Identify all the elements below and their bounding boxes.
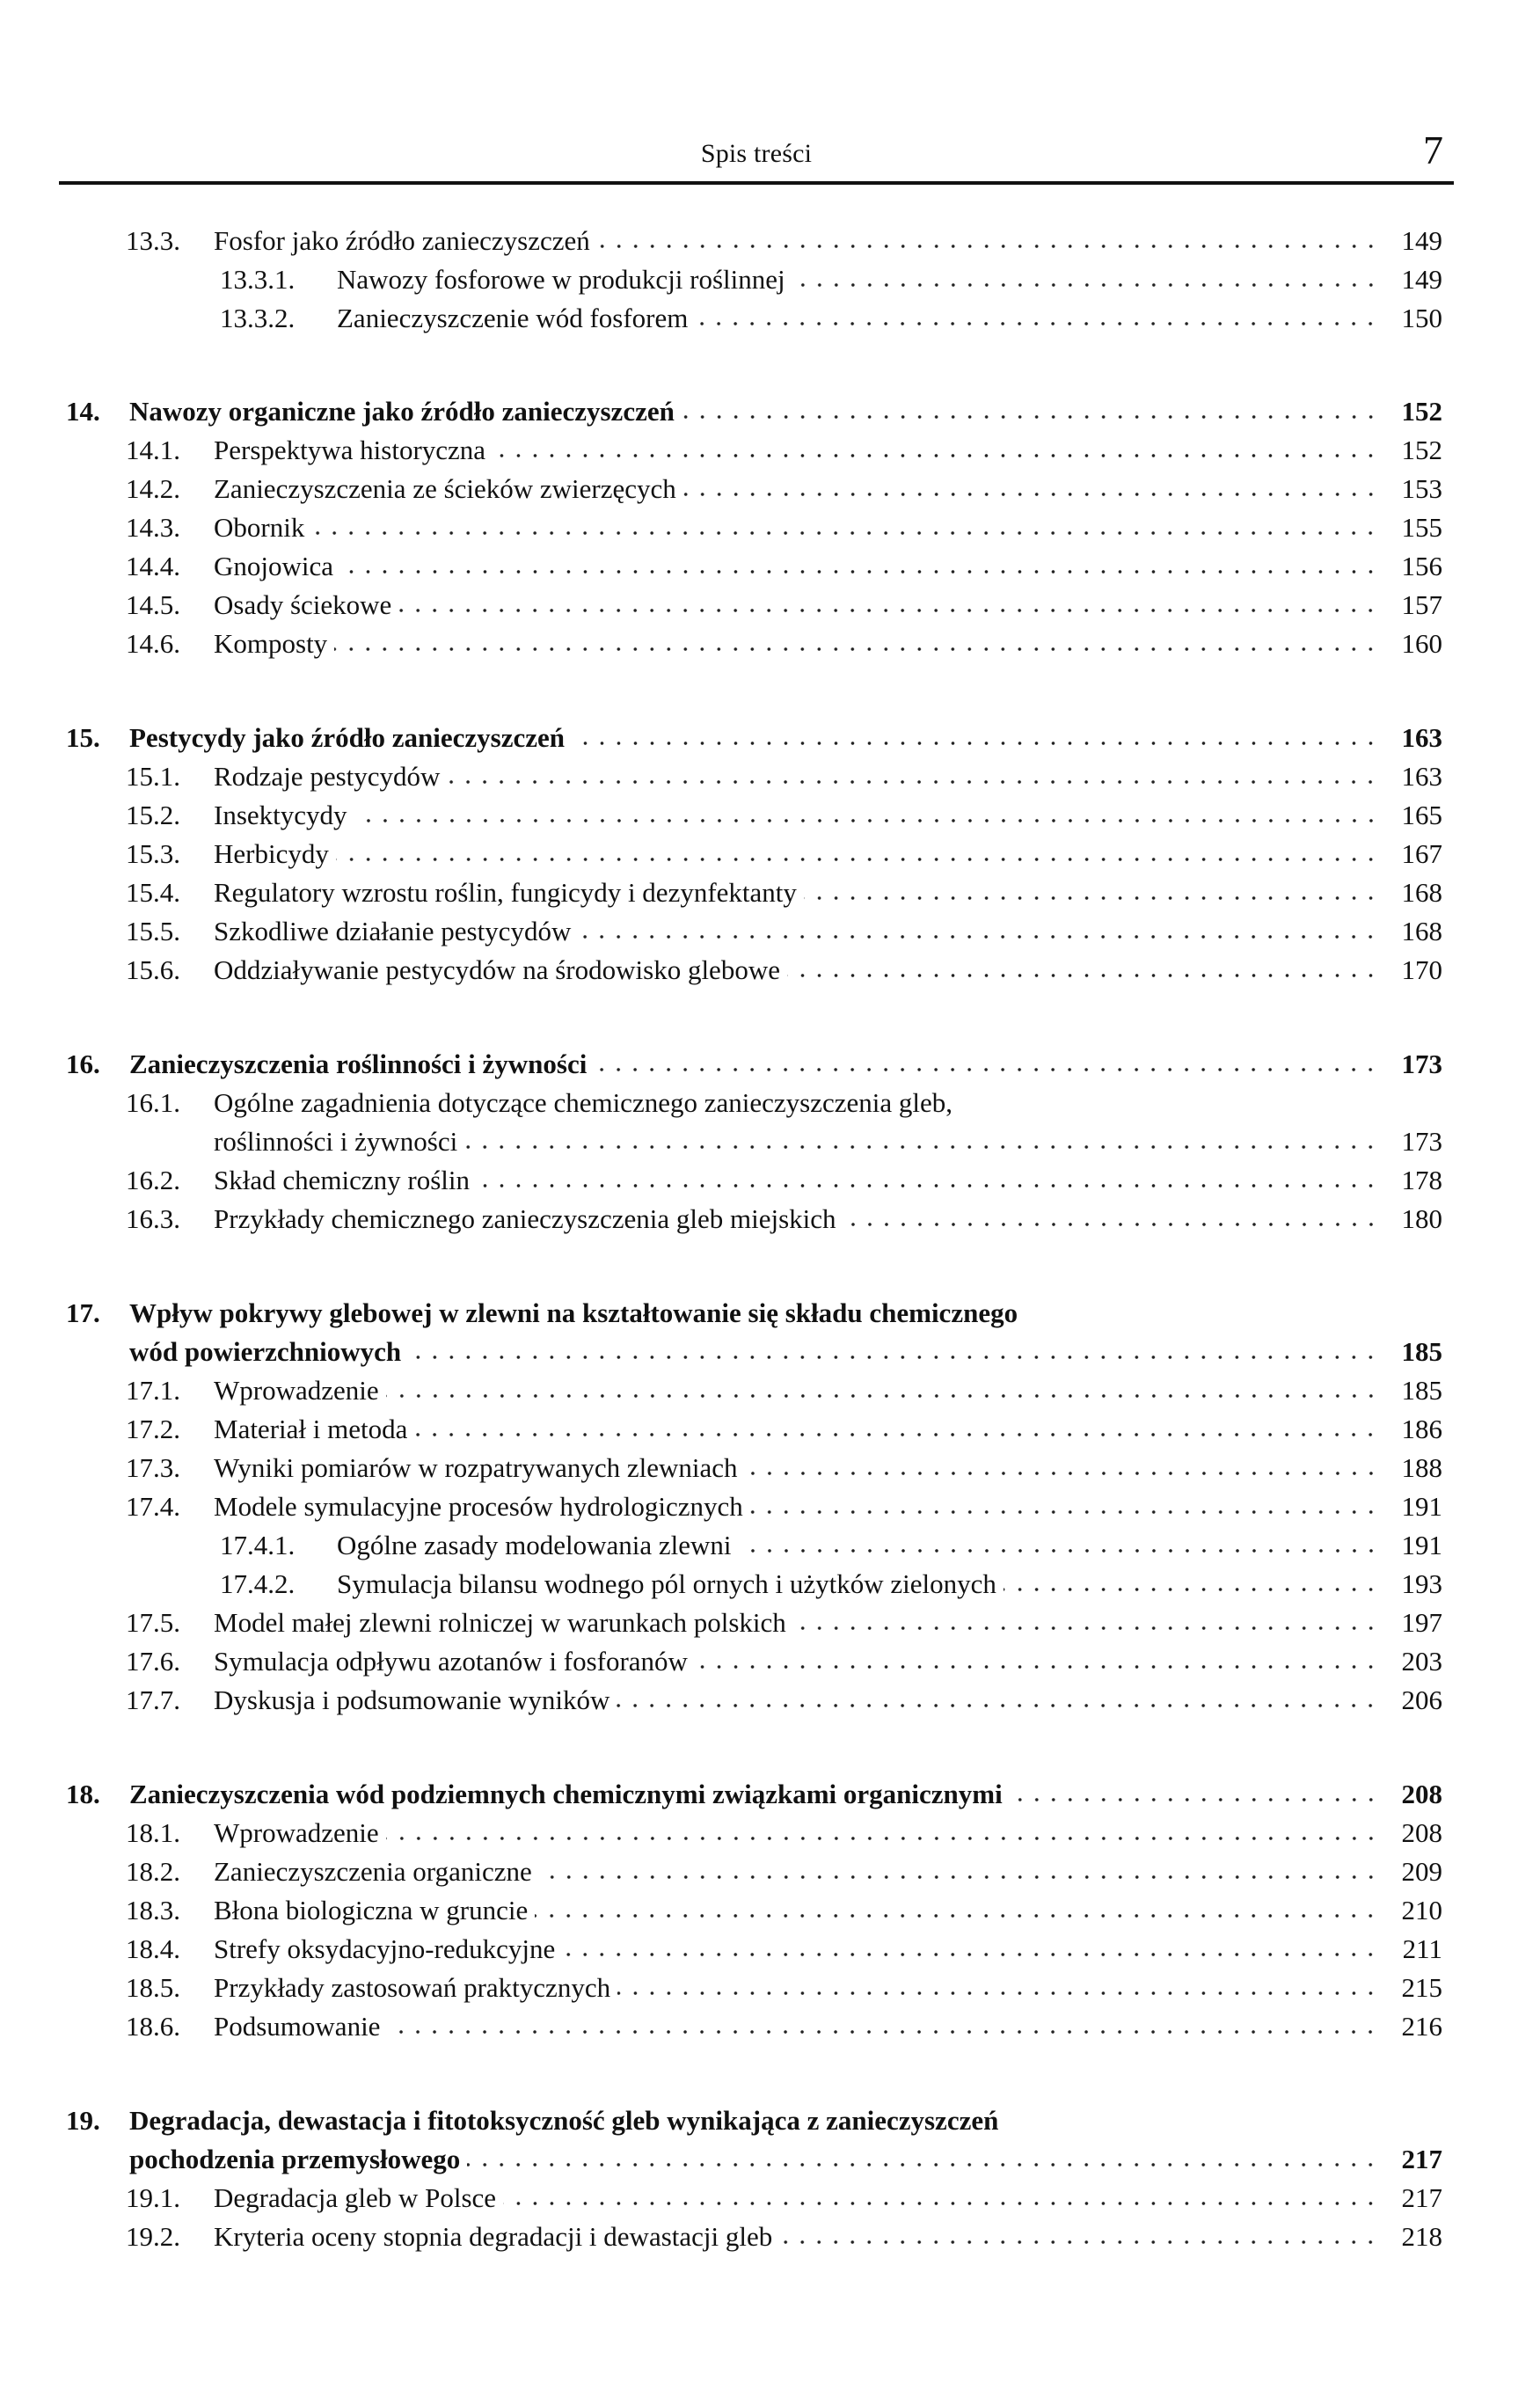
dot-leader xyxy=(464,1143,1379,1151)
toc-entry xyxy=(126,1084,1442,1122)
dot-leader xyxy=(493,451,1379,460)
entry-page-number: 203 xyxy=(1401,1646,1442,1677)
entry-title: Zanieczyszczenia roślinności i żywności xyxy=(129,1049,588,1079)
entry-title: Wpływ pokrywy glebowej w zlewni na kształtowanie się składu chemicznego xyxy=(129,1297,1018,1328)
entry-title: Regulatory wzrostu roślin, fungicydy i dezynfektanty xyxy=(214,877,797,908)
entry-title: Modele symulacyjne procesów hydrologicznych xyxy=(214,1491,743,1522)
entry-page-number: 170 xyxy=(1401,954,1442,985)
entry-page-number: 197 xyxy=(1401,1607,1442,1638)
entry-page-number: 157 xyxy=(1401,589,1442,620)
entry-number: 19.2. xyxy=(126,2221,180,2252)
entry-number: 14.2. xyxy=(126,473,180,504)
entry-number: 18.3. xyxy=(126,1895,180,1925)
dot-leader xyxy=(1004,1585,1379,1594)
entry-title: Nawozy fosforowe w produkcji roślinnej xyxy=(337,264,785,295)
toc-entry xyxy=(126,586,1442,625)
entry-title: Zanieczyszczenie wód fosforem xyxy=(337,303,689,333)
dot-leader xyxy=(354,816,1379,825)
toc-entry xyxy=(126,1969,1442,2007)
entry-page-number: 211 xyxy=(1402,1933,1442,1964)
entry-title: Zanieczyszczenia ze ścieków zwierzęcych xyxy=(214,473,676,504)
toc-entry xyxy=(126,222,1442,260)
entry-title: Dyskusja i podsumowanie wyników xyxy=(214,1684,610,1715)
entry-number: 17.7. xyxy=(126,1684,180,1715)
entry-title: Fosfor jako źródło zanieczyszczeń xyxy=(214,225,590,256)
entry-number: 16.3. xyxy=(126,1203,180,1234)
entry-page-number: 210 xyxy=(1401,1895,1442,1925)
entry-number: 16.2. xyxy=(126,1165,180,1195)
toc-entry xyxy=(126,625,1442,663)
entry-page-number: 206 xyxy=(1401,1684,1442,1715)
entry-number: 17. xyxy=(66,1297,100,1328)
dot-leader xyxy=(467,2160,1379,2169)
entry-number: 17.1. xyxy=(126,1375,180,1406)
entry-page-number: 193 xyxy=(1401,1568,1442,1599)
toc-entry xyxy=(126,796,1442,835)
entry-title: Kryteria oceny stopnia degradacji i dewastacji gleb xyxy=(214,2221,773,2252)
toc-entry xyxy=(126,431,1442,470)
entry-title: Wprowadzenie xyxy=(214,1375,379,1406)
entry-title: Wyniki pomiarów w rozpatrywanych zlewniach xyxy=(214,1452,738,1483)
entry-page-number: 163 xyxy=(1401,761,1442,792)
dot-leader xyxy=(695,319,1379,328)
entry-number: 14.3. xyxy=(126,512,180,543)
entry-number: 15. xyxy=(66,722,100,753)
entry-number: 14.1. xyxy=(126,435,180,465)
running-title: Spis treści xyxy=(700,139,813,168)
entry-number: 14.4. xyxy=(126,551,180,581)
entry-number: 17.2. xyxy=(126,1414,180,1444)
entry-title: Osady ściekowe xyxy=(214,589,392,620)
dot-leader xyxy=(447,778,1379,786)
dot-leader xyxy=(503,2199,1379,2208)
dot-leader xyxy=(695,1662,1379,1671)
dot-leader xyxy=(804,894,1379,902)
entry-number: 18.2. xyxy=(126,1856,180,1887)
entry-page-number: 191 xyxy=(1401,1530,1442,1560)
dot-leader xyxy=(682,413,1379,421)
toc-chapter-entry xyxy=(66,2101,1442,2140)
entry-page-number: 216 xyxy=(1401,2011,1442,2042)
entry-title: Pestycydy jako źródło zanieczyszczeń xyxy=(129,722,566,753)
toc-chapter-entry xyxy=(66,719,1442,757)
toc-entry xyxy=(220,1526,1442,1565)
toc-entry xyxy=(126,508,1442,547)
entry-title: pochodzenia przemysłowego xyxy=(129,2144,461,2174)
dot-leader xyxy=(539,1873,1379,1882)
entry-page-number: 152 xyxy=(1401,396,1442,427)
entry-title: Podsumowanie xyxy=(214,2011,381,2042)
toc-chapter-entry xyxy=(66,2140,1442,2179)
entry-title: Materiał i metoda xyxy=(214,1414,408,1444)
toc-entry xyxy=(126,1681,1442,1720)
entry-title: Obornik xyxy=(214,512,305,543)
entry-page-number: 168 xyxy=(1401,916,1442,946)
toc-entry xyxy=(126,1122,1442,1161)
dot-leader xyxy=(594,1065,1379,1074)
entry-page-number: 188 xyxy=(1401,1452,1442,1483)
entry-number: 19.1. xyxy=(126,2182,180,2213)
dot-leader xyxy=(617,1989,1379,1998)
dot-leader xyxy=(1010,1795,1379,1804)
dot-leader xyxy=(793,1624,1379,1633)
entry-page-number: 180 xyxy=(1401,1203,1442,1234)
entry-page-number: 167 xyxy=(1401,838,1442,869)
entry-page-number: 208 xyxy=(1401,1779,1442,1809)
entry-number: 18.6. xyxy=(126,2011,180,2042)
entry-number: 15.5. xyxy=(126,916,180,946)
entry-page-number: 153 xyxy=(1401,473,1442,504)
entry-page-number: 208 xyxy=(1401,1817,1442,1848)
entry-page-number: 186 xyxy=(1401,1414,1442,1444)
entry-page-number: 217 xyxy=(1401,2182,1442,2213)
entry-page-number: 191 xyxy=(1401,1491,1442,1522)
toc-chapter-entry xyxy=(66,1333,1442,1371)
entry-title: Oddziaływanie pestycydów na środowisko glebowe xyxy=(214,954,780,985)
entry-title: Nawozy organiczne jako źródło zanieczyszczeń xyxy=(129,396,675,427)
entry-title: Degradacja, dewastacja i fitotoksyczność gleb wynikająca z zanieczyszczeń xyxy=(129,2105,999,2136)
entry-page-number: 168 xyxy=(1401,877,1442,908)
toc-entry xyxy=(126,2007,1442,2046)
entry-title: Perspektywa historyczna xyxy=(214,435,486,465)
toc-entry xyxy=(126,1449,1442,1487)
toc-entry xyxy=(126,1604,1442,1642)
toc-entry xyxy=(126,470,1442,508)
toc-entry xyxy=(126,1371,1442,1410)
dot-leader xyxy=(597,242,1379,251)
entry-title: Wprowadzenie xyxy=(214,1817,379,1848)
entry-page-number: 209 xyxy=(1401,1856,1442,1887)
entry-title: Ogólne zasady modelowania zlewni xyxy=(337,1530,732,1560)
entry-page-number: 165 xyxy=(1401,800,1442,830)
entry-number: 16. xyxy=(66,1049,100,1079)
entry-title: Symulacja bilansu wodnego pól ornych i użytków zielonych xyxy=(337,1568,996,1599)
entry-page-number: 185 xyxy=(1401,1336,1442,1367)
toc-entry xyxy=(126,1930,1442,1969)
dot-leader xyxy=(408,1353,1379,1362)
toc-entry xyxy=(126,951,1442,990)
toc-entry xyxy=(126,835,1442,873)
entry-number: 17.6. xyxy=(126,1646,180,1677)
dot-leader xyxy=(572,739,1379,748)
entry-number: 13.3. xyxy=(126,225,180,256)
toc-entry xyxy=(126,547,1442,586)
entry-number: 17.4.2. xyxy=(220,1568,296,1599)
entry-number: 19. xyxy=(66,2105,100,2136)
entry-number: 16.1. xyxy=(126,1087,180,1118)
entry-number: 14. xyxy=(66,396,100,427)
dot-leader xyxy=(340,567,1379,576)
dot-leader xyxy=(386,1834,1379,1843)
entry-number: 18.4. xyxy=(126,1933,180,1964)
entry-title: Przykłady zastosowań praktycznych xyxy=(214,1972,611,2003)
toc-entry xyxy=(220,1565,1442,1604)
entry-page-number: 173 xyxy=(1401,1126,1442,1157)
entry-title: Gnojowica xyxy=(214,551,334,581)
dot-leader xyxy=(617,1701,1379,1710)
toc-entry xyxy=(126,1852,1442,1891)
entry-number: 14.6. xyxy=(126,628,180,659)
entry-title: Symulacja odpływu azotanów i fosforanów xyxy=(214,1646,688,1677)
entry-page-number: 217 xyxy=(1401,2144,1442,2174)
entry-title: Komposty xyxy=(214,628,328,659)
entry-page-number: 218 xyxy=(1401,2221,1442,2252)
dot-leader xyxy=(750,1508,1379,1516)
toc-entry xyxy=(126,873,1442,912)
entry-page-number: 160 xyxy=(1401,628,1442,659)
entry-title: Skład chemiczny roślin xyxy=(214,1165,470,1195)
dot-leader xyxy=(787,971,1379,980)
entry-number: 18. xyxy=(66,1779,100,1809)
dot-leader xyxy=(843,1220,1379,1229)
toc-entry xyxy=(126,1814,1442,1852)
toc-entry xyxy=(126,2218,1442,2256)
entry-page-number: 149 xyxy=(1401,225,1442,256)
entry-page-number: 173 xyxy=(1401,1049,1442,1079)
entry-title: Degradacja gleb w Polsce xyxy=(214,2182,497,2213)
entry-number: 18.1. xyxy=(126,1817,180,1848)
entry-title: Strefy oksydacyjno-redukcyjne xyxy=(214,1933,556,1964)
toc-chapter-entry xyxy=(66,392,1442,431)
entry-title: Zanieczyszczenia organiczne xyxy=(214,1856,532,1887)
entry-number: 18.5. xyxy=(126,1972,180,2003)
dot-leader xyxy=(477,1181,1379,1190)
entry-number: 17.4. xyxy=(126,1491,180,1522)
dot-leader xyxy=(398,606,1379,615)
entry-page-number: 163 xyxy=(1401,722,1442,753)
dot-leader xyxy=(336,855,1379,864)
dot-leader xyxy=(414,1430,1379,1439)
dot-leader xyxy=(683,490,1379,499)
entry-page-number: 156 xyxy=(1401,551,1442,581)
entry-number: 15.1. xyxy=(126,761,180,792)
dot-leader xyxy=(311,529,1379,537)
entry-title: Insektycydy xyxy=(214,800,347,830)
toc-entry xyxy=(126,1487,1442,1526)
toc-chapter-entry xyxy=(66,1045,1442,1084)
dot-leader xyxy=(739,1546,1380,1555)
entry-title: Przykłady chemicznego zanieczyszczenia gleb miejskich xyxy=(214,1203,836,1234)
entry-title: Zanieczyszczenia wód podziemnych chemicznymi związkami organicznymi xyxy=(129,1779,1003,1809)
entry-page-number: 152 xyxy=(1401,435,1442,465)
entry-number: 15.6. xyxy=(126,954,180,985)
entry-page-number: 149 xyxy=(1401,264,1442,295)
entry-page-number: 155 xyxy=(1401,512,1442,543)
entry-number: 13.3.1. xyxy=(220,264,296,295)
entry-number: 15.3. xyxy=(126,838,180,869)
toc-entry xyxy=(126,1161,1442,1200)
toc-entry xyxy=(126,1410,1442,1449)
entry-title: wód powierzchniowych xyxy=(129,1336,402,1367)
dot-leader xyxy=(578,932,1379,941)
entry-page-number: 215 xyxy=(1401,1972,1442,2003)
toc-entry xyxy=(126,1642,1442,1681)
entry-title: Szkodliwe działanie pestycydów xyxy=(214,916,572,946)
running-head xyxy=(59,128,1454,185)
entry-number: 17.4.1. xyxy=(220,1530,296,1560)
entry-number: 15.2. xyxy=(126,800,180,830)
entry-title: Ogólne zagadnienia dotyczące chemicznego zanieczyszczenia gleb, xyxy=(214,1087,952,1118)
dot-leader xyxy=(745,1469,1379,1478)
dot-leader xyxy=(779,2238,1379,2247)
entry-number: 17.3. xyxy=(126,1452,180,1483)
entry-number: 17.5. xyxy=(126,1607,180,1638)
toc-entry xyxy=(126,1891,1442,1930)
entry-title: Herbicydy xyxy=(214,838,329,869)
dot-leader xyxy=(792,281,1379,289)
dot-leader xyxy=(387,2028,1379,2036)
toc-entry xyxy=(220,299,1442,338)
entry-title: roślinności i żywności xyxy=(214,1126,458,1157)
entry-number: 15.4. xyxy=(126,877,180,908)
entry-page-number: 150 xyxy=(1401,303,1442,333)
dot-leader xyxy=(535,1911,1379,1920)
page-number: 7 xyxy=(1423,128,1443,172)
entry-title: Model małej zlewni rolniczej w warunkach polskich xyxy=(214,1607,786,1638)
entry-page-number: 178 xyxy=(1401,1165,1442,1195)
toc-entry xyxy=(126,1200,1442,1239)
toc-chapter-entry xyxy=(66,1775,1442,1814)
entry-title: Błona biologiczna w gruncie xyxy=(214,1895,529,1925)
entry-page-number: 185 xyxy=(1401,1375,1442,1406)
toc-entry xyxy=(126,757,1442,796)
dot-leader xyxy=(334,645,1379,654)
dot-leader xyxy=(386,1392,1379,1400)
entry-number: 14.5. xyxy=(126,589,180,620)
dot-leader xyxy=(562,1950,1379,1959)
toc-entry xyxy=(126,912,1442,951)
entry-title: Rodzaje pestycydów xyxy=(214,761,441,792)
toc-entry xyxy=(126,2179,1442,2218)
toc-chapter-entry xyxy=(66,1294,1442,1333)
entry-number: 13.3.2. xyxy=(220,303,296,333)
toc-entry xyxy=(220,260,1442,299)
